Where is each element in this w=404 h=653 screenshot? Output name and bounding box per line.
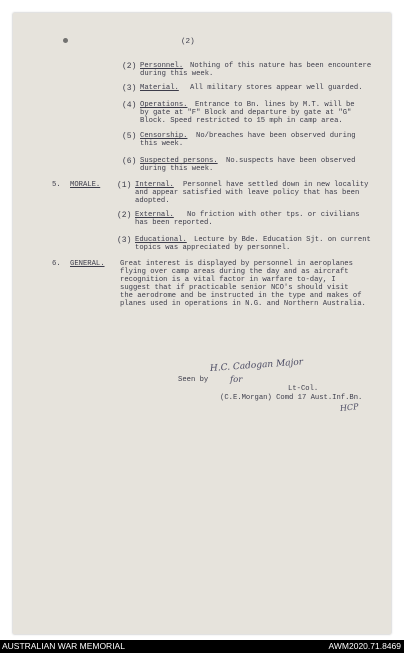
item-text: No/breaches have been observed during (196, 132, 356, 140)
item-text: Personnel have settled down in new locality (183, 181, 369, 189)
item-text: and appear satisfied with leave policy that has been (135, 189, 360, 197)
item-heading: Censorship. (140, 132, 188, 140)
item-number: (3) (117, 236, 132, 245)
section-number: 6. (52, 260, 61, 268)
rank-label: Lt-Col. (288, 385, 319, 393)
item-text: No friction with other tps. or civilians (187, 211, 360, 219)
paragraph-line: Great interest is displayed by personnel in aeroplanes (120, 260, 353, 268)
item-text: Lecture by Bde. Education Sjt. on current (194, 236, 371, 244)
item-text: Block. Speed restricted to 15 mph in camp area. (140, 117, 343, 125)
paragraph-line: suggest that if practicable senior NCO's should visit (120, 284, 349, 292)
signatory-name-line: (C.E.Morgan) Comd 17 Aust.Inf.Bn. (220, 394, 363, 402)
item-number: (6) (122, 157, 137, 166)
item-number: (2) (122, 62, 137, 71)
item-number: (3) (122, 84, 137, 93)
item-text: No.suspects have been observed (226, 157, 356, 165)
section-number: 5. (52, 181, 61, 189)
item-number: (4) (122, 101, 137, 110)
item-text: by gate at "F" Block and departure by gate at "G" (140, 109, 352, 117)
footer-catalog-id: AWM2020.71.8469 (328, 641, 401, 651)
seen-by-label: Seen by (178, 376, 209, 384)
item-heading: Material. (140, 84, 179, 92)
paragraph-line: planes used in operations in N.G. and Northern Australia. (120, 300, 366, 308)
item-heading: External. (135, 211, 174, 219)
item-text: topics was appreciated by personnel. (135, 244, 291, 252)
section-title: GENERAL. (70, 260, 105, 268)
footer-institution: AUSTRALIAN WAR MEMORIAL (2, 641, 125, 651)
item-heading: Educational. (135, 236, 187, 244)
item-text: Nothing of this nature has been encountere (190, 62, 372, 70)
section-title: MORALE. (70, 181, 101, 189)
item-heading: Personnel. (140, 62, 184, 70)
item-number: (5) (122, 132, 137, 141)
item-text: Entrance to Bn. lines by M.T. will be (195, 101, 355, 109)
item-text: during this week. (140, 165, 214, 173)
paragraph-line: flying over camp areas during the day and as aircraft (120, 268, 349, 276)
item-text: this week. (140, 140, 184, 148)
item-text: adopted. (135, 197, 170, 205)
handwritten-initials: HCP (339, 402, 359, 413)
item-text: during this week. (140, 70, 214, 78)
item-number: (2) (117, 211, 132, 220)
item-heading: Internal. (135, 181, 174, 189)
item-number: (1) (117, 181, 132, 190)
item-heading: Suspected persons. (140, 157, 218, 165)
paragraph-line: the aerodrome and be instructed in the type and makes of (120, 292, 362, 300)
item-text: has been reported. (135, 219, 213, 227)
item-heading: Operations. (140, 101, 188, 109)
handwritten-signature: H.C. Cadogan Major (209, 357, 304, 374)
paragraph-line: recognition is a vital factor in warfare to-day, I (120, 276, 336, 284)
archive-footer-bar (0, 640, 404, 653)
page-number: (2) (181, 38, 195, 46)
handwritten-for: for (230, 375, 243, 385)
punch-hole-mark (63, 38, 68, 43)
item-text: All military stores appear well guarded. (190, 84, 363, 92)
